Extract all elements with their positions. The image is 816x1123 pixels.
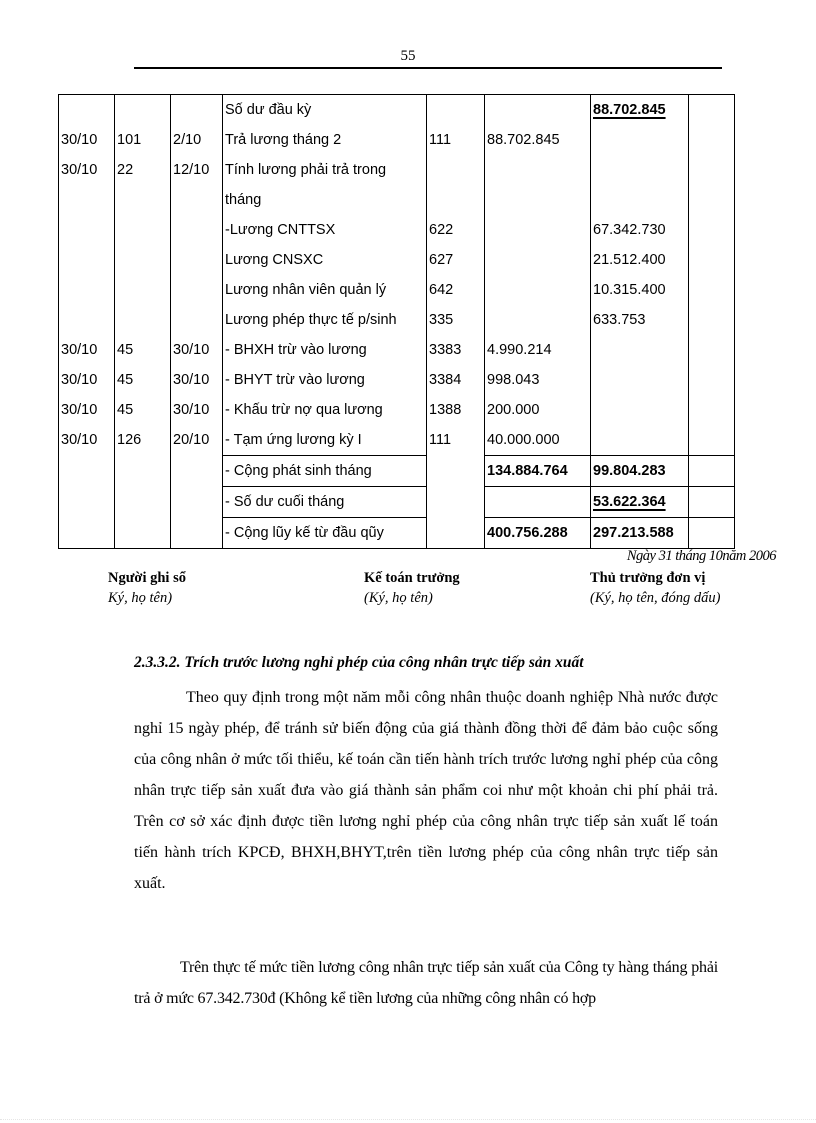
cell-date: [59, 185, 115, 215]
ledger-row: [59, 518, 735, 549]
recorder-signature: [108, 570, 186, 607]
cell-debit: [485, 305, 591, 335]
cell-description: - Khấu trừ nợ qua lương: [223, 395, 427, 425]
cell-description: Lương CNSXC: [223, 245, 427, 275]
cell-credit: [591, 155, 689, 185]
cell-description: - BHYT trừ vào lương: [223, 365, 427, 395]
cell-account: 3383: [427, 335, 485, 365]
cell-extra: [689, 185, 735, 215]
director-role: Thủ trưởng đơn vị: [590, 570, 706, 586]
cell-date: 30/10: [59, 365, 115, 395]
cell-debit: 400.756.288: [485, 518, 591, 549]
cell-credit: 99.804.283: [591, 456, 689, 487]
cell-voucher-date: 12/10: [171, 155, 223, 185]
cell-debit: 4.990.214: [485, 335, 591, 365]
cell-account: 1388: [427, 395, 485, 425]
cell-voucher-date: [171, 215, 223, 245]
cell-debit: 200.000: [485, 395, 591, 425]
cell-account: [427, 155, 485, 185]
cell-voucher-date: [171, 487, 223, 518]
ledger-row: [59, 365, 735, 395]
cell-description: tháng: [223, 185, 427, 215]
cell-voucher-no: 126: [115, 425, 171, 456]
cell-account: 3384: [427, 365, 485, 395]
cell-extra: [689, 487, 735, 518]
cell-date: [59, 305, 115, 335]
ledger-row: [59, 185, 735, 215]
cell-voucher-date: [171, 305, 223, 335]
cell-date: [59, 95, 115, 126]
ledger-row: [59, 425, 735, 456]
cell-description: -Lương CNTTSX: [223, 215, 427, 245]
cell-description: Số dư đầu kỳ: [223, 95, 427, 126]
cell-credit: 67.342.730: [591, 215, 689, 245]
cell-date: [59, 245, 115, 275]
ledger-row: [59, 395, 735, 425]
cell-credit: 633.753: [591, 305, 689, 335]
cell-account: [427, 185, 485, 215]
cell-account: [427, 487, 485, 518]
cell-extra: [689, 335, 735, 365]
cell-extra: [689, 518, 735, 549]
cell-credit: 21.512.400: [591, 245, 689, 275]
header-rule: [134, 67, 722, 69]
cell-extra: [689, 365, 735, 395]
cell-debit: [485, 95, 591, 126]
cell-description: Lương nhân viên quản lý: [223, 275, 427, 305]
cell-credit: [591, 185, 689, 215]
page-bottom-edge: [0, 1119, 816, 1120]
cell-date: [59, 456, 115, 487]
cell-voucher-date: 30/10: [171, 395, 223, 425]
cell-account: 627: [427, 245, 485, 275]
ledger-row: [59, 155, 735, 185]
cell-debit: [485, 487, 591, 518]
cell-credit: 88.702.845: [591, 95, 689, 126]
cell-extra: [689, 95, 735, 126]
cell-description: Tính lương phải trả trong: [223, 155, 427, 185]
chief-accountant-role: Kế toán trưởng: [364, 570, 460, 586]
section-title: 2.3.3.2. Trích trước lương nghỉ phép của công nhân trực tiếp sản xuất: [134, 654, 584, 671]
chief-accountant-signature: [364, 570, 460, 607]
cell-voucher-no: 101: [115, 125, 171, 155]
cell-voucher-no: [115, 215, 171, 245]
cell-description: - Cộng lũy kế từ đầu qũy: [223, 518, 427, 549]
cell-extra: [689, 425, 735, 456]
cell-account: 642: [427, 275, 485, 305]
cell-date: [59, 275, 115, 305]
ledger-table: [58, 94, 735, 549]
cell-account: [427, 518, 485, 549]
cell-voucher-date: 30/10: [171, 365, 223, 395]
ledger-row: [59, 245, 735, 275]
cell-extra: [689, 215, 735, 245]
cell-voucher-no: [115, 305, 171, 335]
ledger-row: [59, 215, 735, 245]
cell-credit: 297.213.588: [591, 518, 689, 549]
cell-credit: [591, 335, 689, 365]
recorder-note: Ký, họ tên): [108, 590, 173, 606]
cell-voucher-date: 20/10: [171, 425, 223, 456]
cell-debit: [485, 275, 591, 305]
cell-account: [427, 95, 485, 126]
cell-description: - Số dư cuối tháng: [223, 487, 427, 518]
cell-date: [59, 215, 115, 245]
cell-voucher-no: 45: [115, 335, 171, 365]
cell-account: 335: [427, 305, 485, 335]
cell-description: - Tạm ứng lương kỳ I: [223, 425, 427, 456]
paragraph-2: Trên thực tế mức tiền lương công nhân trực tiếp sản xuất của Công ty hàng tháng phải trả ở mức 67.342.730đ (Không kể tiền lương của những công nhân có hợp: [134, 959, 718, 1007]
cell-debit: 40.000.000: [485, 425, 591, 456]
cell-credit: 10.315.400: [591, 275, 689, 305]
ledger-row: [59, 487, 735, 518]
cell-date: 30/10: [59, 335, 115, 365]
cell-voucher-no: [115, 487, 171, 518]
director-signature: [590, 570, 720, 607]
cell-voucher-date: [171, 456, 223, 487]
cell-credit: [591, 395, 689, 425]
cell-account: 622: [427, 215, 485, 245]
cell-extra: [689, 275, 735, 305]
cell-extra: [689, 245, 735, 275]
director-note: (Ký, họ tên, đóng dấu): [590, 590, 721, 606]
signature-dateline: Ngày 31 tháng 10năm 2006: [626, 548, 776, 564]
cell-voucher-no: [115, 456, 171, 487]
cell-date: [59, 518, 115, 549]
cell-voucher-no: 22: [115, 155, 171, 185]
cell-date: 30/10: [59, 395, 115, 425]
cell-voucher-date: [171, 185, 223, 215]
cell-description: - BHXH trừ vào lương: [223, 335, 427, 365]
cell-voucher-no: [115, 185, 171, 215]
cell-account: 111: [427, 125, 485, 155]
cell-debit: 998.043: [485, 365, 591, 395]
cell-voucher-no: [115, 518, 171, 549]
cell-credit: [591, 365, 689, 395]
cell-voucher-date: 30/10: [171, 335, 223, 365]
cell-voucher-date: [171, 518, 223, 549]
cell-credit: 53.622.364: [591, 487, 689, 518]
cell-debit: 134.884.764: [485, 456, 591, 487]
ledger-row: [59, 305, 735, 335]
cell-voucher-no: [115, 245, 171, 275]
cell-voucher-no: 45: [115, 365, 171, 395]
chief-accountant-note: (Ký, họ tên): [364, 590, 433, 606]
cell-voucher-date: 2/10: [171, 125, 223, 155]
ledger-row: [59, 456, 735, 487]
cell-debit: [485, 245, 591, 275]
cell-credit: [591, 125, 689, 155]
ledger-row: [59, 125, 735, 155]
cell-extra: [689, 155, 735, 185]
ledger-row: [59, 335, 735, 365]
cell-account: [427, 456, 485, 487]
cell-debit: 88.702.845: [485, 125, 591, 155]
cell-extra: [689, 395, 735, 425]
cell-date: 30/10: [59, 425, 115, 456]
cell-credit: [591, 425, 689, 456]
cell-extra: [689, 456, 735, 487]
recorder-role: Người ghi sổ: [108, 570, 186, 586]
cell-extra: [689, 305, 735, 335]
cell-voucher-no: [115, 275, 171, 305]
cell-debit: [485, 215, 591, 245]
cell-date: 30/10: [59, 155, 115, 185]
cell-description: Lương phép thực tế p/sinh: [223, 305, 427, 335]
ledger-row: [59, 95, 735, 126]
ledger-row: [59, 275, 735, 305]
cell-debit: [485, 155, 591, 185]
cell-extra: [689, 125, 735, 155]
cell-voucher-date: [171, 275, 223, 305]
cell-voucher-date: [171, 245, 223, 275]
cell-debit: [485, 185, 591, 215]
paragraph-1: Theo quy định trong một năm mỗi công nhân thuộc doanh nghiệp Nhà nước được nghỉ 15 ngày phép, để tránh sử biến động của giá thành đồng thời để đảm bảo cuộc sống của công nhân ở mức tối thiểu, kế toán cần tiến hành trích trước lương nghỉ phép của công nhân trực tiếp sản xuất đưa vào giá thành sản phẩm coi như một khoản chi phí phải trả. Trên cơ sở xác định được tiền lương nghỉ phép của công nhân trực tiếp sản xuất lế toán tiến hành trích KPCĐ, BHXH,BHYT,trên tiền lương phép của công nhân trực tiếp sản xuất.: [134, 689, 718, 892]
cell-description: - Cộng phát sinh tháng: [223, 456, 427, 487]
page-number: 55: [400, 48, 416, 64]
cell-account: 111: [427, 425, 485, 456]
cell-voucher-no: [115, 95, 171, 126]
cell-voucher-date: [171, 95, 223, 126]
cell-voucher-no: 45: [115, 395, 171, 425]
cell-date: [59, 487, 115, 518]
cell-date: 30/10: [59, 125, 115, 155]
cell-description: Trả lương tháng 2: [223, 125, 427, 155]
